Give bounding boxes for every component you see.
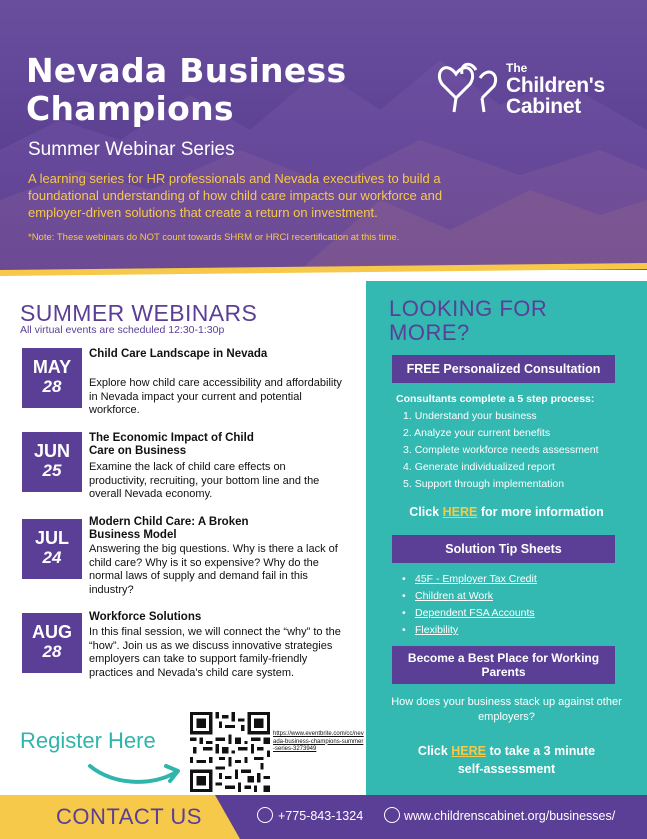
subtitle: Summer Webinar Series [28,139,235,160]
tip-sheet-link[interactable]: • Flexibility [402,622,537,639]
click-prefix: Click [409,505,443,519]
eventbrite-url-link[interactable]: https://www.eventbrite.com/cc/nevada-business-champions-summer-series-3273949 [273,731,364,752]
header-banner [0,0,647,270]
website-link[interactable]: www.childrenscabinet.org/businesses/ [404,809,616,823]
click-suffix: for more information [477,505,604,519]
consultation-steps [403,408,599,493]
logo-line-2: Cabinet [506,95,581,118]
event-title: Modern Child Care: A Broken Business Model [89,516,249,541]
solution-tip-sheets-button[interactable]: Solution Tip Sheets [392,535,615,563]
step-text: Complete workforce needs assessment [414,444,599,456]
more-information-line [366,505,647,519]
date-badge [22,432,82,492]
logo-the: The [506,61,528,75]
event-title: The Economic Impact of Child Care on Business [89,432,254,457]
tip-sheet-link[interactable]: • 45F - Employer Tax Credit [402,571,537,588]
list-item: 3. Complete workforce needs assessment [403,444,599,456]
date-badge [22,519,82,579]
assess-prefix: Click [417,744,452,758]
schedule-note: All virtual events are scheduled 12:30-1:30p [20,324,225,336]
date-day: 25 [42,461,62,480]
intro-text: A learning series for HR professionals and Nevada executives to build a foundational understanding of how child care impacts our workforce and employer-driven solutions that create a return on investment. [28,171,443,220]
event-description: In this final session, we will connect the “why” to the “how”. Join us as we discuss innovative strategies employers can take to support family-friendly practices and Nevada's child care system. [89,626,341,679]
date-day: 28 [42,377,62,396]
list-item: 5. Support through implementation [403,478,565,490]
date-badge [22,613,82,673]
date-month: JUN [33,441,70,461]
childrens-cabinet-logo [432,56,632,116]
title-line-2: Champions [26,89,234,128]
date-badge [22,348,82,408]
step-text: Understand your business [414,410,537,422]
date-month: JUL [34,528,69,548]
assess-suffix: to take a 3 minute self-assessment [457,744,596,776]
phone-number[interactable]: +775-843-1324 [278,809,364,823]
event-description: Explore how child care accessibility and affordability in Nevada impact your current and potential workforce. [89,377,342,416]
step-text: Support through implementation [414,478,565,490]
date-day: 28 [42,642,62,661]
list-item: 4. Generate individualized report [403,461,555,473]
mountain-background [0,0,647,270]
tip-sheet-link[interactable]: • Children at Work [402,588,537,605]
date-month: AUG [32,622,72,642]
event-description: Examine the lack of child care effects on productivity, recruiting, your bottom line and the overall Nevada economy. [89,461,320,500]
self-assessment-here-link[interactable]: HERE [451,744,487,758]
event-title: Workforce Solutions [89,611,202,623]
list-item: 1. Understand your business [403,410,537,422]
looking-for-more-panel [366,281,647,795]
date-day: 24 [42,548,62,567]
looking-for-more-heading: LOOKING FOR MORE? [389,296,548,345]
logo-line-1: Children's [506,74,605,97]
globe-icon [384,807,400,823]
summer-webinars-heading: SUMMER WEBINARS [20,300,258,326]
step-text: Analyze your current benefits [414,427,551,439]
tip-sheet-link[interactable]: • Dependent FSA Accounts [402,605,537,622]
event-description: Answering the big questions. Why is there a lack of child care? Why is it so expensive? Why do the normal laws of supply and demand fail in this industry? [89,543,338,596]
self-assessment-line [406,742,607,778]
balloon-hearts-icon [432,56,504,116]
best-place-button[interactable]: Become a Best Place for Working Parents [392,646,615,684]
event-title: Child Care Landscape in Nevada [89,348,268,360]
register-here-link[interactable]: Register Here [20,728,156,753]
step-text: Generate individualized report [414,461,555,473]
page-title [26,52,426,128]
stack-up-question: How does your business stack up against other employers? [391,696,622,723]
title-line-1: Nevada Business [26,51,347,90]
more-info-here-link[interactable]: HERE [442,505,478,519]
contact-us-label: CONTACT US [56,804,202,829]
phone-icon [257,807,273,823]
tip-sheets-list [402,571,537,639]
consultation-lead: Consultants complete a 5 step process: [396,393,595,405]
list-item: 2. Analyze your current benefits [403,427,551,439]
date-month: MAY [32,357,72,377]
logo-wordmark [506,62,605,117]
free-consultation-button[interactable]: FREE Personalized Consultation [392,355,615,383]
qr-code[interactable] [190,712,270,792]
curved-arrow-icon [84,752,184,788]
recertification-note: *Note: These webinars do NOT count towards SHRM or HRCI recertification at this time. [28,232,400,243]
footer-bar [0,795,647,839]
